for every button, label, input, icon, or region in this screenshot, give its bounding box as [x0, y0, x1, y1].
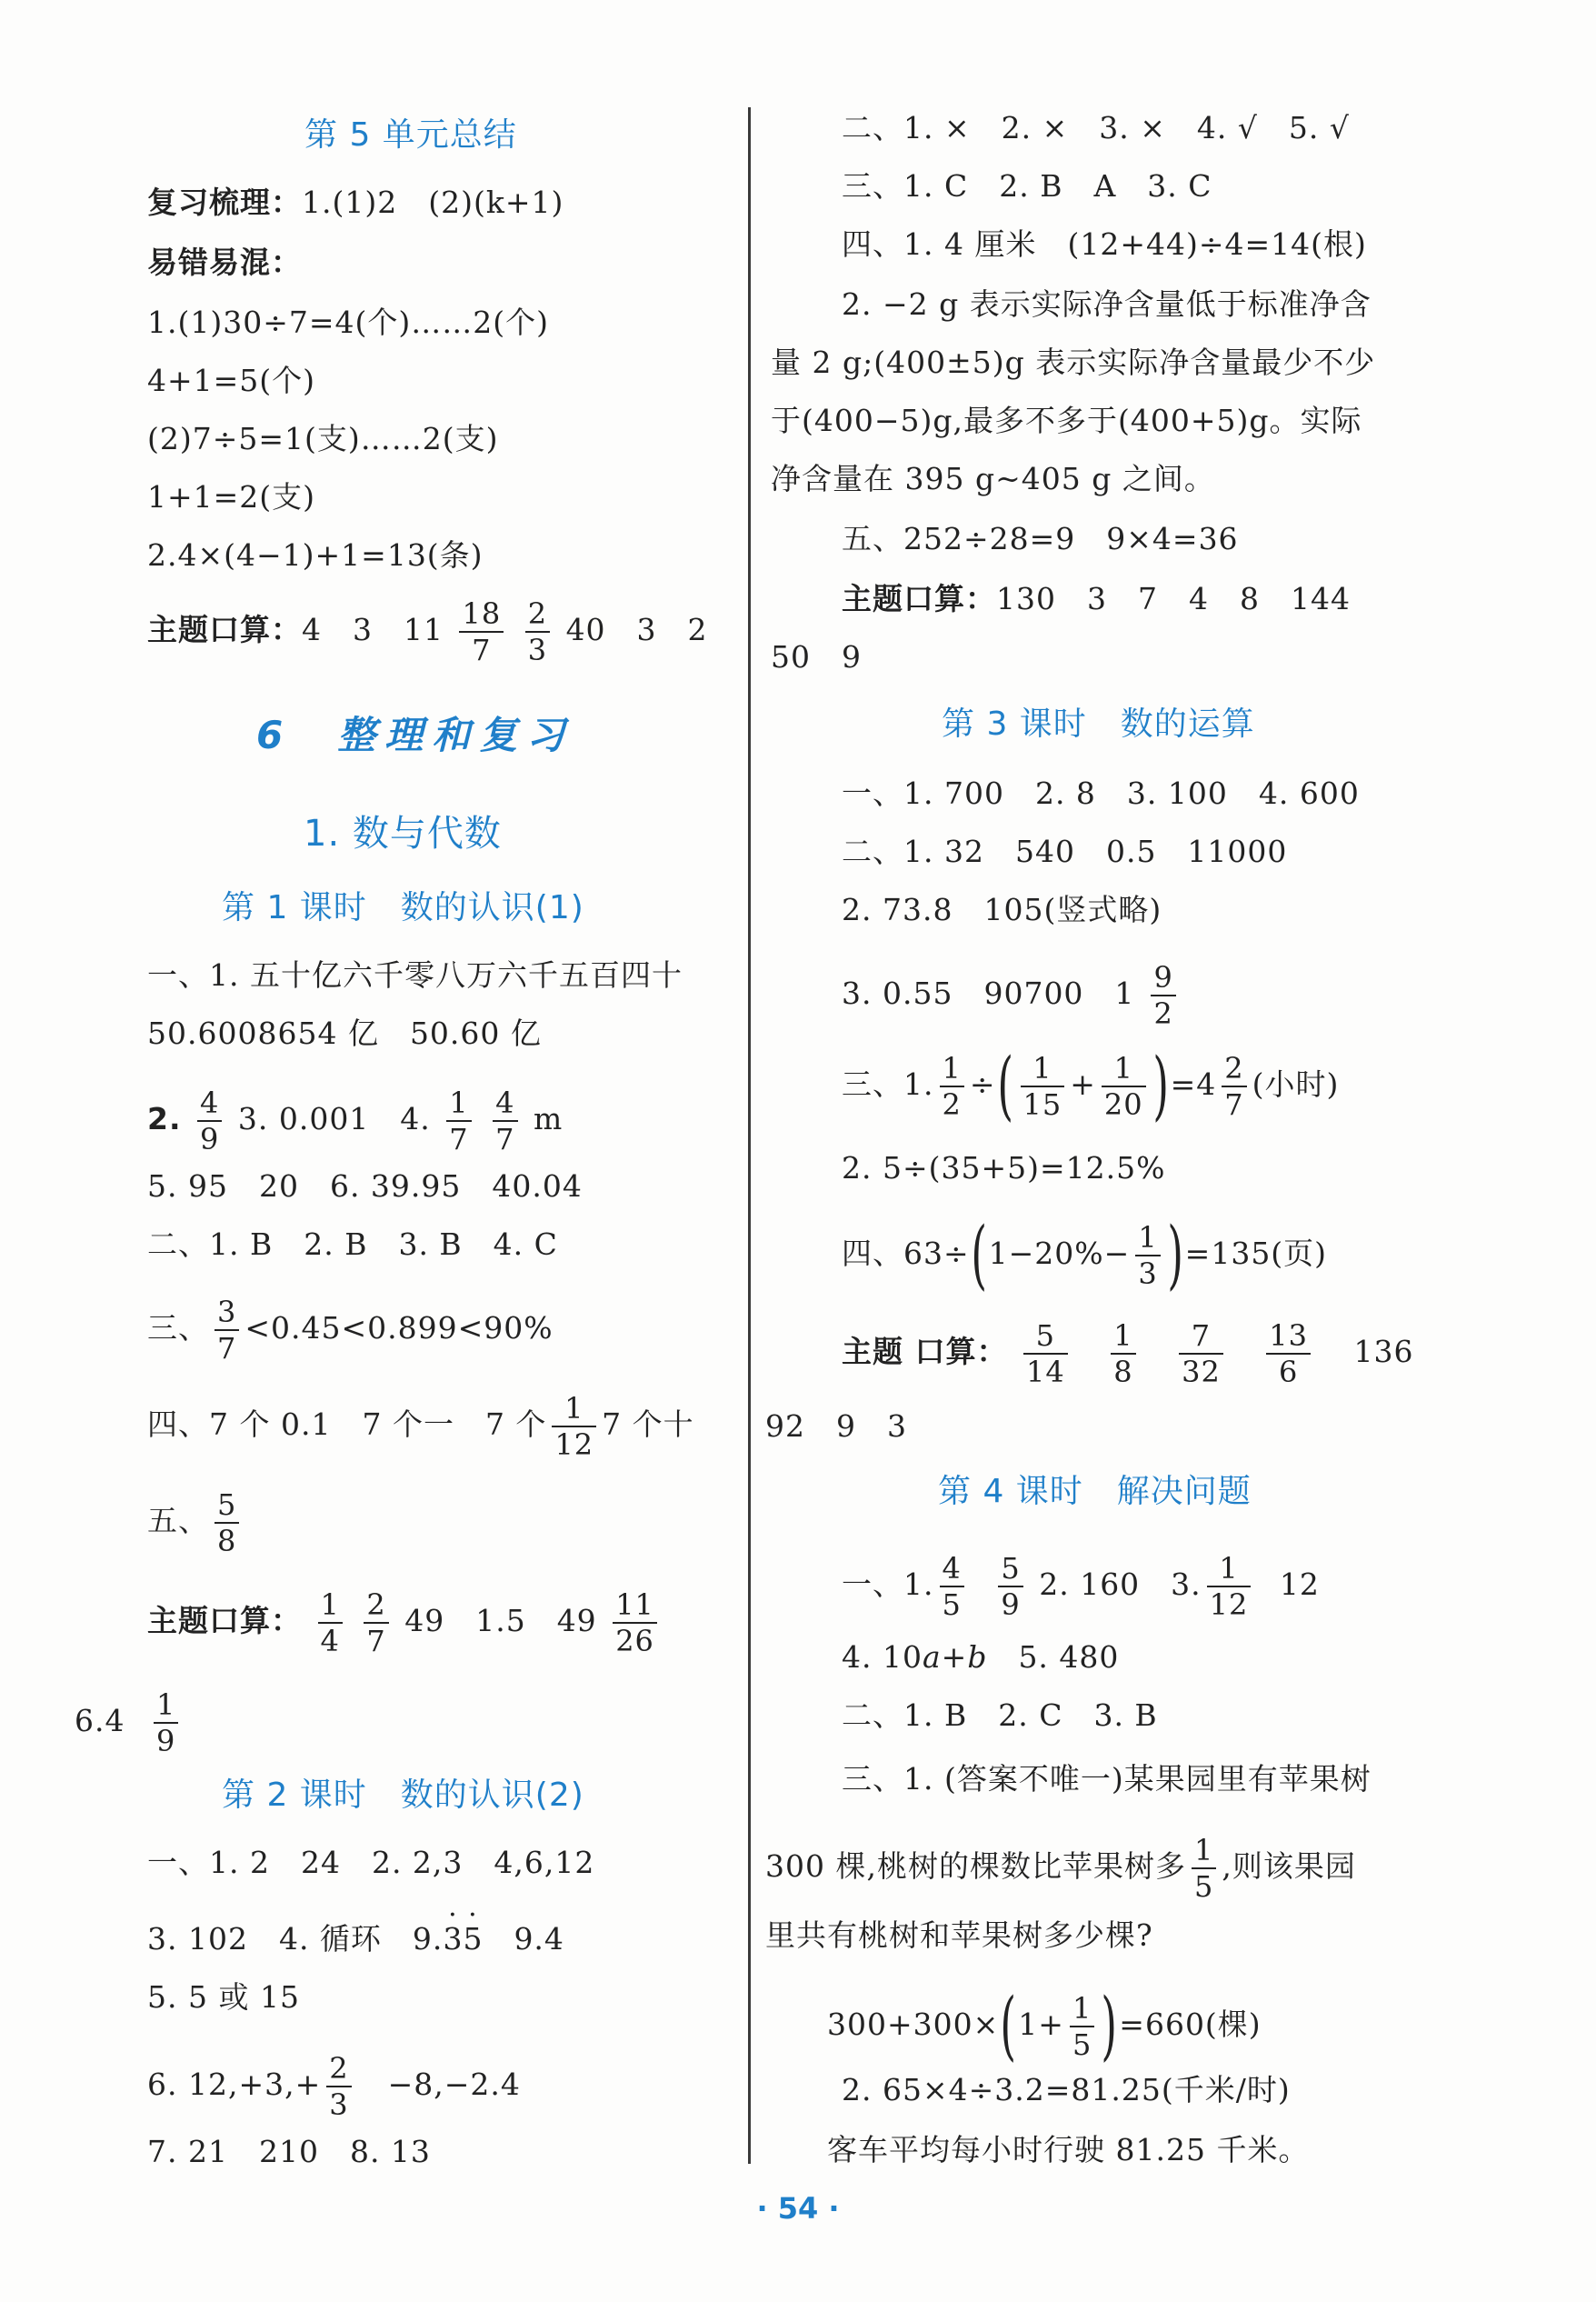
l4-line-b — [842, 1636, 1119, 1678]
oral-values: 49 1.5 49 — [404, 1603, 597, 1638]
denominator: 7 — [217, 1331, 237, 1366]
numerator: 1 — [1207, 1551, 1252, 1587]
l4-line-d3: 里共有桃树和苹果树多少棵? — [765, 1917, 1153, 1953]
l4-line-f: 2. 65×4÷3.2=81.25(千米/时) — [842, 2072, 1291, 2107]
inequality: <0.45<0.899<90% — [244, 1310, 554, 1346]
l3-d-pre: 3. 0.55 90700 1 — [842, 976, 1135, 1011]
mistake-label: 易错易混： — [147, 245, 302, 280]
numerator: 4 — [493, 1086, 517, 1122]
l3-line-c: 2. 73.8 105(竖式略) — [842, 892, 1162, 927]
denominator: 5 — [1193, 1869, 1214, 1904]
denominator: 7 — [495, 1122, 515, 1156]
denominator: 20 — [1103, 1087, 1143, 1122]
denominator: 3 — [1138, 1256, 1158, 1291]
column-divider — [748, 107, 751, 2164]
l1-oral-line-2 — [75, 1687, 184, 1758]
lesson4-title: 第 4 课时 解决问题 — [938, 1473, 1252, 1510]
fraction — [1111, 1318, 1135, 1389]
mistake-line-1: 1.(1)30÷7=4(个)……2(个) — [147, 305, 550, 340]
fraction — [998, 1551, 1022, 1622]
denominator: 4 — [320, 1624, 340, 1658]
l4-line-a — [842, 1551, 1320, 1622]
numerator: 4 — [940, 1551, 964, 1587]
l4-line-g: 客车平均每小时行驶 81.25 千米。 — [827, 2132, 1310, 2167]
numerator: 7 — [1179, 1318, 1223, 1355]
l2-b-post: 9.4 — [514, 1921, 564, 1957]
r-line-d1: 2. −2 g 表示实际净含量低于标准净含 — [842, 286, 1372, 322]
denominator: 7 — [449, 1122, 469, 1156]
numerator: 2 — [326, 2051, 351, 2087]
l4-line-e — [827, 1983, 1262, 2069]
equals-value: =4 — [1170, 1066, 1217, 1102]
l3-line-b: 二、1. 32 540 0.5 11000 — [842, 834, 1288, 869]
chapter-title: 整理和复习 — [337, 713, 574, 757]
unit: (小时) — [1252, 1066, 1340, 1102]
fraction — [1023, 1318, 1068, 1389]
l4-d2-pre: 300 棵,桃树的棵数比苹果树多 — [765, 1848, 1186, 1884]
denominator: 3 — [329, 2087, 349, 2122]
mistake-line-2: 4+1=5(个) — [147, 363, 316, 398]
numerator: 11 — [613, 1587, 657, 1624]
mistake-line-4: 1+1=2(支) — [147, 479, 316, 515]
numerator: 2 — [525, 596, 550, 633]
item-number: 2. — [147, 1101, 182, 1136]
l1-b-mid: 3. 0.001 4. — [237, 1101, 431, 1136]
numerator: 5 — [998, 1551, 1022, 1587]
oral-value: 6.4 — [75, 1703, 125, 1738]
l3-g-mid: 1−20%− — [988, 1236, 1131, 1271]
fraction — [940, 1051, 964, 1122]
fraction — [940, 1551, 964, 1622]
review-text: 1.(1)2 (2)(k+1) — [302, 185, 564, 220]
oral-values: 130 3 7 4 8 144 — [996, 581, 1351, 616]
l2-line-c: 5. 5 或 15 — [147, 1979, 300, 2015]
item-prefix: 三、1. — [842, 1066, 934, 1102]
numerator: 18 — [459, 596, 504, 633]
l4-line-c: 二、1. B 2. C 3. B — [842, 1697, 1158, 1733]
oral-label: 主题口算： — [842, 581, 996, 616]
l4-e-mid: 1+ — [1018, 2007, 1064, 2042]
chapter-number: 6 — [256, 713, 293, 757]
denominator: 3 — [527, 633, 548, 667]
page-number: · 54 · — [756, 2191, 840, 2226]
oral-calc-line — [147, 596, 708, 667]
fraction — [459, 596, 504, 667]
l1-line-d: 二、1. B 2. B 3. B 4. C — [147, 1226, 558, 1262]
fraction — [318, 1587, 343, 1658]
repeating-digit: · 5 — [463, 1918, 483, 1960]
numerator: 1 — [1102, 1051, 1146, 1087]
l1-f-post: 7 个十 — [602, 1406, 694, 1442]
fraction — [613, 1587, 657, 1658]
numerator: 1 — [552, 1391, 596, 1427]
item-prefix: 五、 — [147, 1503, 209, 1538]
denominator: 6 — [1278, 1355, 1299, 1389]
denominator: 8 — [1113, 1355, 1133, 1389]
l2-b-pre: 3. 102 4. 循环 9. — [147, 1921, 444, 1957]
fraction — [154, 1687, 178, 1758]
numerator: 3 — [214, 1295, 239, 1331]
fraction — [1222, 1051, 1246, 1122]
denominator: 2 — [1153, 996, 1173, 1031]
denominator: 7 — [366, 1624, 386, 1658]
l1-line-g — [147, 1487, 244, 1558]
numerator: 2 — [364, 1587, 388, 1624]
l1-oral-line — [147, 1587, 663, 1658]
numerator: 13 — [1266, 1318, 1311, 1355]
fraction — [1151, 960, 1175, 1031]
oral-label: 主题口算： — [147, 1603, 302, 1638]
r-line-a: 二、1. × 2. × 3. × 4. √ 5. √ — [842, 110, 1350, 145]
fraction — [326, 2051, 351, 2122]
section-title: 1. 数与代数 — [304, 813, 502, 855]
chapter-heading — [256, 715, 574, 756]
lesson2-title: 第 2 课时 数的认识(2) — [222, 1777, 584, 1814]
r-line-d4: 净含量在 395 g~405 g 之间。 — [771, 461, 1215, 496]
r-oral-line — [842, 578, 1351, 620]
fraction — [197, 1086, 222, 1156]
review-label: 复习梳理： — [147, 185, 302, 220]
denominator: 9 — [1001, 1587, 1021, 1622]
r-line-d3: 于(400−5)g,最多不多于(400+5)g。实际 — [771, 403, 1362, 438]
unit5-title: 第 5 单元总结 — [304, 116, 517, 154]
l2-line-d — [147, 2051, 521, 2122]
numerator: 9 — [1151, 960, 1175, 996]
l4-e-post: =660(棵) — [1119, 2007, 1262, 2042]
denominator: 32 — [1182, 1355, 1221, 1389]
numerator: 1 — [1021, 1051, 1065, 1087]
operator: + — [941, 1639, 968, 1675]
r-line-c: 四、1. 4 厘米 (12+44)÷4=14(根) — [842, 226, 1367, 262]
fraction — [1102, 1051, 1146, 1122]
mistake-heading — [147, 242, 302, 284]
denominator: 26 — [615, 1624, 654, 1658]
fraction — [1070, 1991, 1094, 2062]
mistake-line-3: (2)7÷5=1(支)……2(支) — [147, 421, 499, 456]
numerator: 1 — [1135, 1220, 1160, 1256]
l4-line-d1: 三、1. (答案不唯一)某果园里有苹果树 — [842, 1761, 1372, 1797]
right-paren: ) — [1101, 1983, 1118, 2069]
fraction — [1266, 1318, 1311, 1389]
unit: m — [534, 1101, 564, 1136]
numerator: 1 — [154, 1687, 178, 1724]
fraction — [364, 1587, 388, 1658]
oral-label: 主题 口算： — [842, 1334, 1008, 1369]
denominator: 15 — [1022, 1087, 1062, 1122]
numerator: 1 — [446, 1086, 471, 1122]
numerator: 1 — [1111, 1318, 1135, 1355]
l1-line-f — [147, 1391, 694, 1462]
denominator: 9 — [200, 1122, 220, 1156]
oral-value: 136 — [1353, 1334, 1414, 1369]
variable-b: b — [967, 1639, 988, 1675]
numerator: 1 — [1070, 1991, 1094, 2027]
r-line-d2: 量 2 g;(400±5)g 表示实际净含量最少不少 — [771, 345, 1376, 380]
l3-line-d — [842, 960, 1182, 1031]
item-prefix: 三、 — [147, 1310, 209, 1346]
left-paren: ( — [996, 1043, 1014, 1129]
fraction — [1192, 1833, 1216, 1904]
fraction — [214, 1295, 239, 1366]
oral-label: 主题口算： — [147, 612, 302, 647]
l4-a-mid: 2. 160 3. — [1039, 1566, 1202, 1602]
left-paren: ( — [1000, 1983, 1017, 2069]
fraction — [525, 596, 550, 667]
numerator: 5 — [214, 1487, 239, 1524]
numerator: 1 — [1192, 1833, 1216, 1869]
left-paren: ( — [971, 1212, 988, 1298]
lesson1-title: 第 1 课时 数的认识(1) — [222, 889, 584, 926]
l4-d2-post: ,则该果园 — [1222, 1848, 1356, 1884]
l2-d-pre: 6. 12,+3,+ — [147, 2067, 322, 2102]
denominator: 2 — [942, 1087, 962, 1122]
fraction — [1021, 1051, 1065, 1122]
fraction — [552, 1391, 596, 1462]
fraction — [1179, 1318, 1223, 1389]
mistake-line-5: 2.4×(4−1)+1=13(条) — [147, 537, 484, 573]
operator: ÷ — [969, 1066, 996, 1102]
right-paren: ) — [1152, 1043, 1170, 1129]
l1-line-a2: 50.6008654 亿 50.60 亿 — [147, 1016, 542, 1051]
l2-line-b — [147, 1918, 564, 1960]
denominator: 5 — [942, 1587, 962, 1622]
numerator: 4 — [197, 1086, 222, 1122]
l3-line-f: 2. 5÷(35+5)=12.5% — [842, 1150, 1166, 1186]
r-oral-line-2: 50 9 — [771, 639, 862, 675]
denominator: 9 — [155, 1724, 176, 1758]
l1-line-e — [147, 1295, 554, 1366]
fraction — [214, 1487, 239, 1558]
numerator: 1 — [318, 1587, 343, 1624]
right-paren: ) — [1167, 1212, 1184, 1298]
denominator: 7 — [472, 633, 492, 667]
l1-f-pre: 四、7 个 0.1 7 个一 7 个 — [147, 1406, 547, 1442]
denominator: 7 — [1224, 1087, 1244, 1122]
oral-values-a: 4 3 11 — [302, 612, 444, 647]
oral-values-b: 40 3 2 — [565, 612, 708, 647]
denominator: 12 — [1209, 1587, 1249, 1622]
l4-b-pre: 4. 10 — [842, 1639, 923, 1675]
fraction — [446, 1086, 471, 1156]
fraction — [1135, 1220, 1160, 1291]
l4-line-d2 — [765, 1833, 1356, 1904]
fraction — [493, 1086, 517, 1156]
r-line-b: 三、1. C 2. B A 3. C — [842, 168, 1212, 204]
repeating-digit: · 3 — [443, 1918, 463, 1960]
l3-line-e — [842, 1043, 1340, 1129]
l3-oral-line-2: 92 9 3 — [765, 1408, 907, 1444]
fraction — [1207, 1551, 1252, 1622]
denominator: 5 — [1072, 2027, 1092, 2062]
l3-g-post: =135(页) — [1184, 1236, 1328, 1271]
l2-line-e: 7. 21 210 8. 13 — [147, 2134, 431, 2169]
l3-line-a: 一、1. 700 2. 8 3. 100 4. 600 — [842, 776, 1360, 811]
r-line-e: 五、252÷28=9 9×4=36 — [842, 521, 1239, 556]
review-line — [147, 182, 564, 224]
l3-line-g — [842, 1212, 1328, 1298]
numerator: 1 — [940, 1051, 964, 1087]
l4-a-post: 12 — [1279, 1566, 1320, 1602]
lesson3-title: 第 3 课时 数的运算 — [942, 706, 1255, 743]
operator: + — [1070, 1066, 1096, 1102]
l1-line-c: 5. 95 20 6. 39.95 40.04 — [147, 1168, 583, 1204]
l1-line-b — [147, 1086, 563, 1156]
l2-line-a: 一、1. 2 24 2. 2,3 4,6,12 — [147, 1845, 595, 1880]
l4-e-pre: 300+300× — [827, 2007, 1000, 2042]
variable-a: a — [922, 1639, 942, 1675]
denominator: 12 — [554, 1427, 594, 1462]
l2-d-post: −8,−2.4 — [387, 2067, 521, 2102]
numerator: 2 — [1222, 1051, 1246, 1087]
l4-b-post: 5. 480 — [1018, 1639, 1120, 1675]
l3-g-pre: 四、63÷ — [842, 1236, 970, 1271]
denominator: 14 — [1026, 1355, 1065, 1389]
denominator: 8 — [217, 1524, 237, 1558]
item-prefix: 一、1. — [842, 1566, 934, 1602]
l3-oral-line — [842, 1318, 1414, 1389]
numerator: 5 — [1023, 1318, 1068, 1355]
l1-line-a1: 一、1. 五十亿六千零八万六千五百四十 — [147, 957, 683, 993]
